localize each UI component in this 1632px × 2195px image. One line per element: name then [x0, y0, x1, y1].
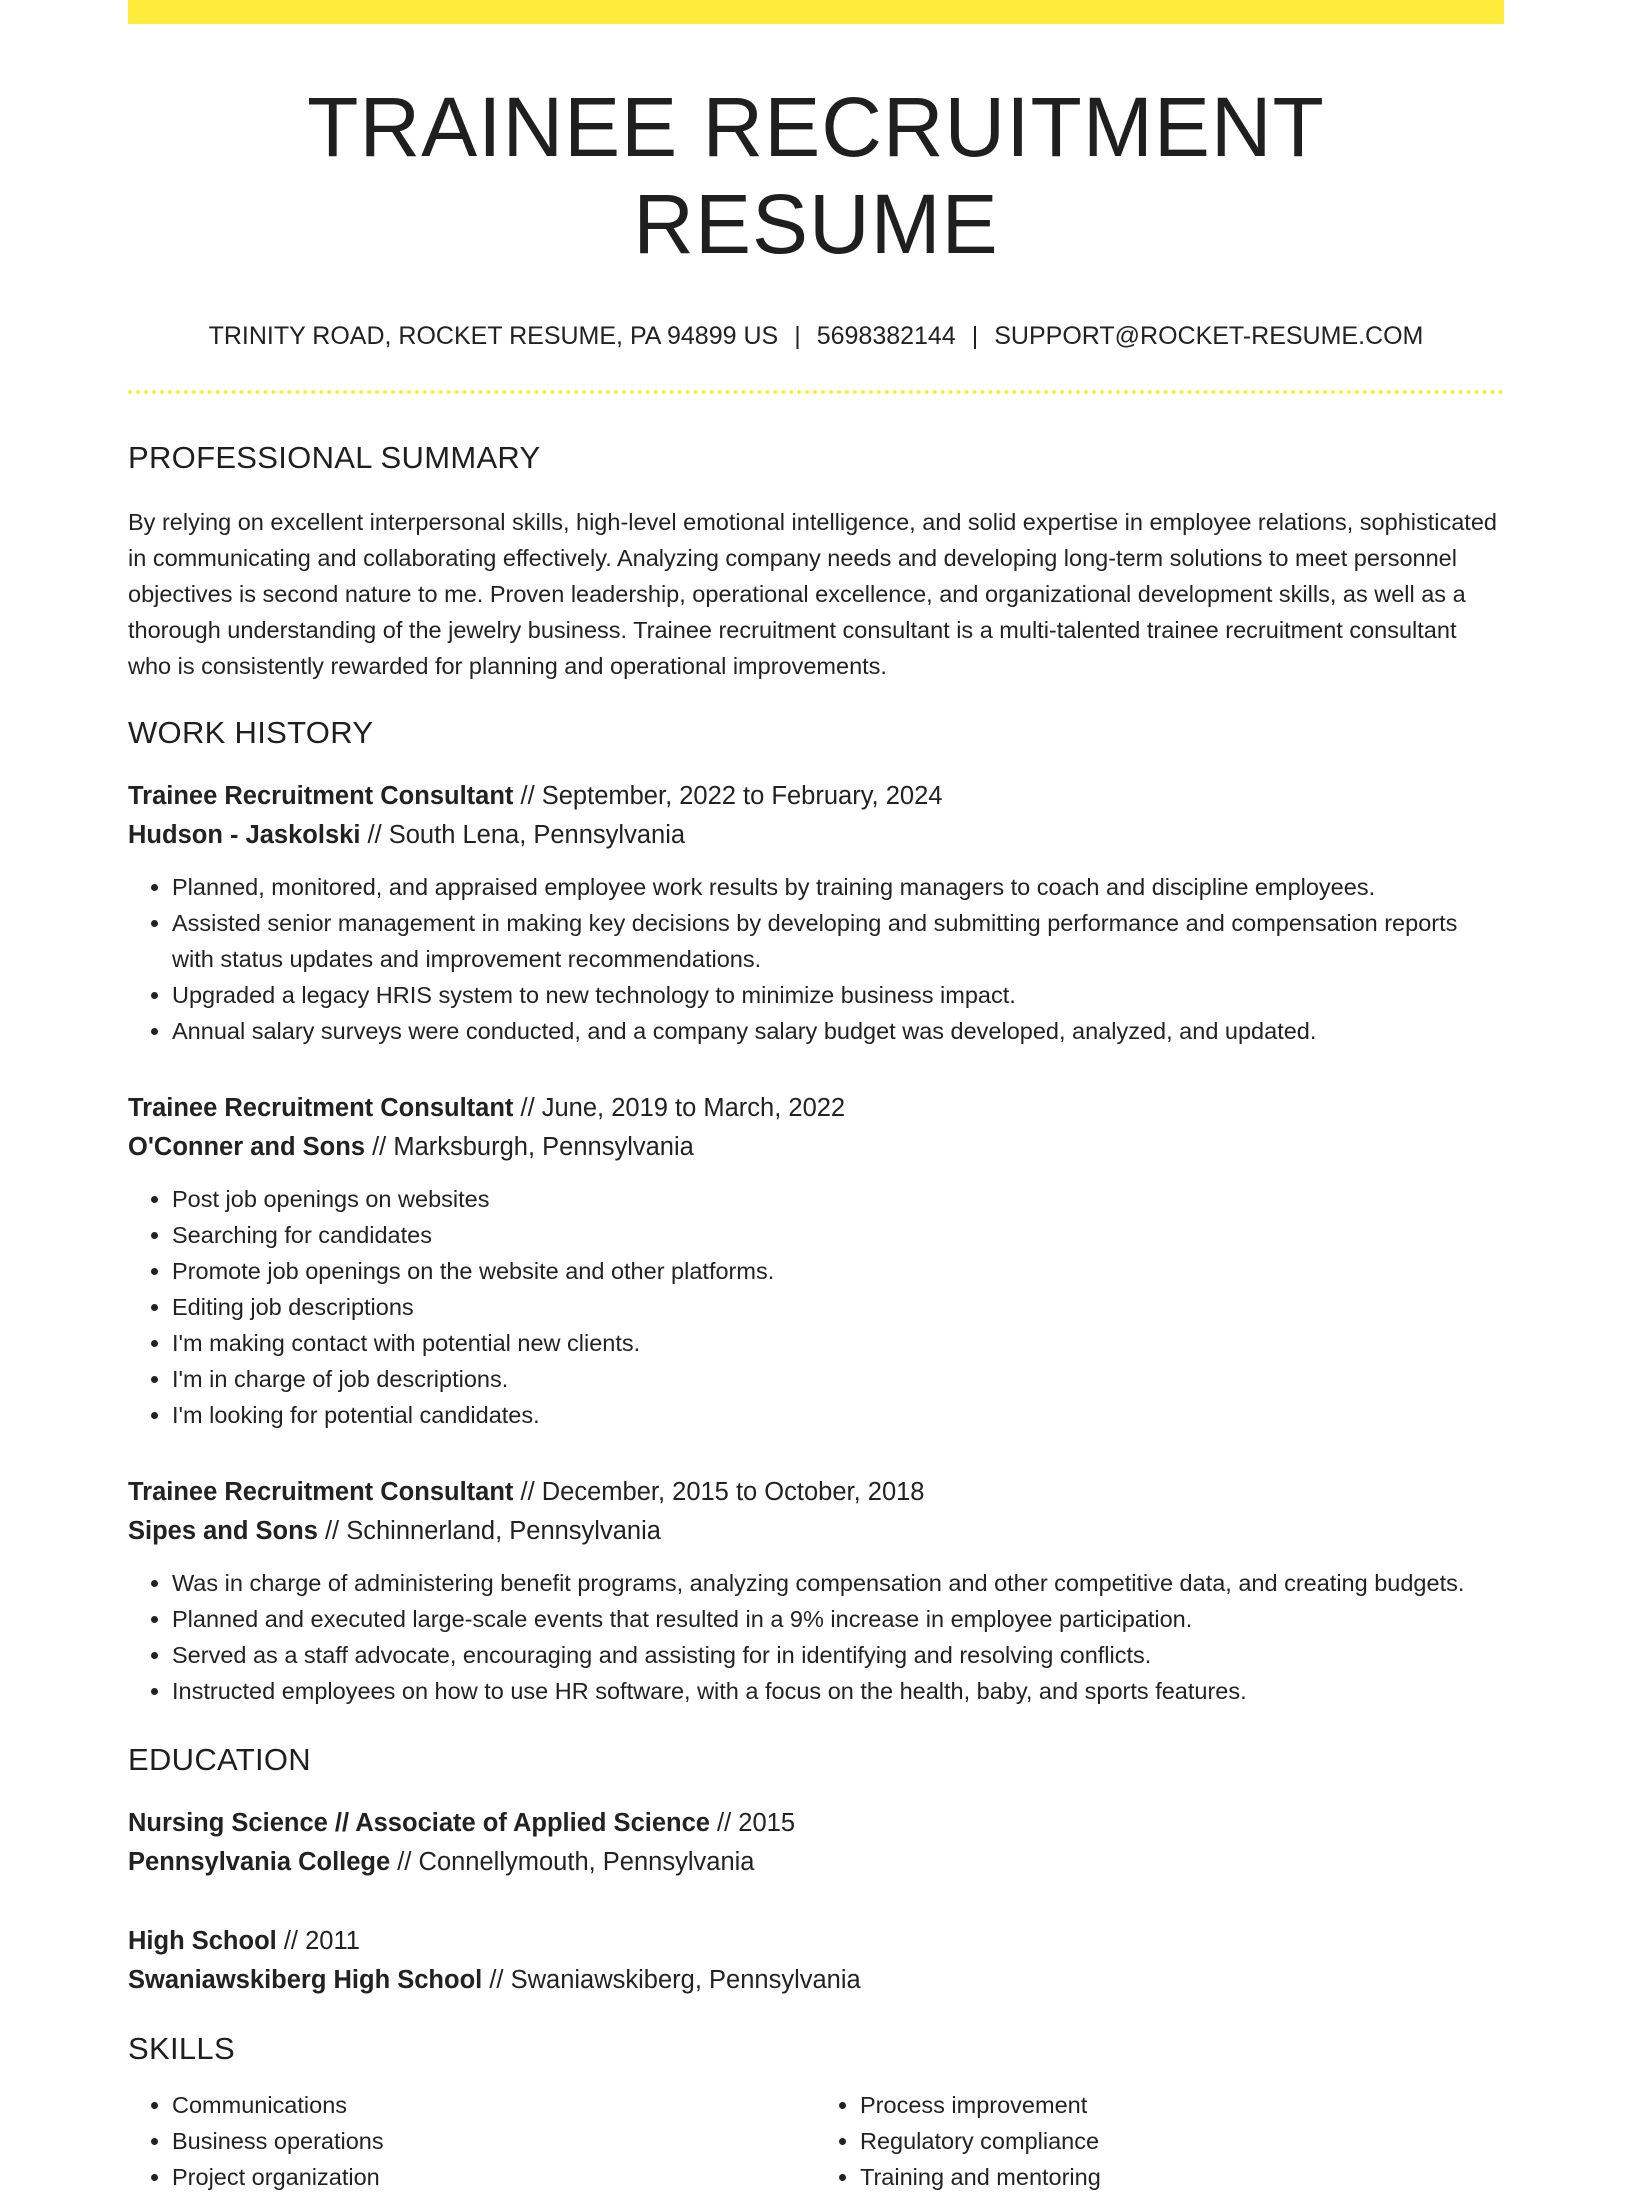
skills-heading: SKILLS — [128, 2031, 235, 2067]
job-bullets — [128, 869, 1504, 1049]
skills-list — [128, 2087, 1504, 2195]
resume-content — [128, 0, 1504, 2195]
job-entry — [128, 1473, 1504, 1709]
education-year: // 2011 — [276, 1927, 360, 1956]
job-bullet: • Planned and executed large-scale events that resulted in a 9% increase in employee participation. — [172, 1601, 1504, 1637]
education-entry — [128, 1804, 1504, 1882]
job-bullet: • Searching for candidates — [172, 1217, 1504, 1253]
job-company: O'Conner and Sons — [128, 1133, 365, 1162]
contact-line — [128, 320, 1504, 353]
job-title: Trainee Recruitment Consultant — [128, 1094, 514, 1123]
job-entry — [128, 777, 1504, 1049]
job-bullets — [128, 1565, 1504, 1709]
education-location: // Connellymouth, Pennsylvania — [390, 1848, 755, 1877]
top-accent-bar — [128, 0, 1504, 24]
job-title: Trainee Recruitment Consultant — [128, 1478, 514, 1507]
job-bullet: • Editing job descriptions — [172, 1289, 1504, 1325]
job-bullet: • I'm looking for potential candidates. — [172, 1397, 1504, 1433]
job-bullet: • I'm making contact with potential new clients. — [172, 1325, 1504, 1361]
job-bullet: • Assisted senior management in making key decisions by developing and submitting performance and compensation reports with status updates and improvement recommendations. — [172, 905, 1504, 977]
skill-item: • Communications — [172, 2087, 816, 2123]
job-bullet: • Annual salary surveys were conducted, and a company salary budget was developed, analyzed, and updated. — [172, 1013, 1504, 1049]
education-heading: EDUCATION — [128, 1742, 311, 1778]
skill-item: • Training and mentoring — [860, 2159, 1504, 2195]
contact-separator: | — [794, 322, 801, 351]
resume-title: TRAINEE RECRUITMENT RESUME — [307, 80, 1325, 271]
job-entry — [128, 1089, 1504, 1433]
job-bullet: • Upgraded a legacy HRIS system to new technology to minimize business impact. — [172, 977, 1504, 1013]
summary-heading: PROFESSIONAL SUMMARY — [128, 439, 541, 475]
job-title-line — [128, 1473, 1504, 1512]
job-bullet: • Promote job openings on the website and other platforms. — [172, 1253, 1504, 1289]
education-school: Swaniawskiberg High School — [128, 1966, 483, 1995]
education-degree: High School — [128, 1927, 277, 1956]
job-bullet: • Planned, monitored, and appraised employee work results by training managers to coach and discipline employees. — [172, 869, 1504, 905]
education-entry — [128, 1922, 1504, 2000]
job-dates: // September, 2022 to February, 2024 — [513, 782, 943, 811]
education-school-line — [128, 1961, 1504, 2000]
job-company: Sipes and Sons — [128, 1517, 318, 1546]
job-bullet: • Was in charge of administering benefit programs, analyzing compensation and other competitive data, and creating budgets. — [172, 1565, 1504, 1601]
education-location: // Swaniawskiberg, Pennsylvania — [482, 1966, 861, 1995]
job-title-line — [128, 777, 1504, 816]
skill-item: • Project organization — [172, 2159, 816, 2195]
job-dates: // December, 2015 to October, 2018 — [513, 1478, 925, 1507]
job-title: Trainee Recruitment Consultant — [128, 782, 514, 811]
contact-phone: 5698382144 — [816, 322, 956, 351]
education-degree: Nursing Science // Associate of Applied Science — [128, 1809, 710, 1838]
job-bullet: • Post job openings on websites — [172, 1181, 1504, 1217]
dotted-divider — [128, 390, 1504, 394]
job-title-line — [128, 1089, 1504, 1128]
job-company-line — [128, 1512, 1504, 1551]
education-degree-line — [128, 1804, 1504, 1843]
education-degree-line — [128, 1922, 1504, 1961]
summary-text: By relying on excellent interpersonal skills, high-level emotional intelligence, and solid expertise in employee relations, sophisticated in communicating and collaborating effectively. Analyzing company needs and developing long-term solutions to meet personnel objectives is second nature to me. Proven leadership, operational excellence, and organizational development skills, as well as a thorough understanding of the jewelry business. Trainee recruitment consultant is a multi-talented trainee recruitment consultant who is consistently rewarded for planning and operational improvements. — [128, 508, 1497, 679]
job-location: // Marksburgh, Pennsylvania — [365, 1133, 694, 1162]
skill-item: • Regulatory compliance — [860, 2123, 1504, 2159]
job-company-line — [128, 816, 1504, 855]
job-location: // Schinnerland, Pennsylvania — [317, 1517, 661, 1546]
job-bullet: • Served as a staff advocate, encouraging and assisting for in identifying and resolving conflicts. — [172, 1637, 1504, 1673]
skill-item: • Process improvement — [860, 2087, 1504, 2123]
work-history-heading: WORK HISTORY — [128, 714, 374, 750]
skills-column-right — [816, 2087, 1504, 2195]
skill-item: • Business operations — [172, 2123, 816, 2159]
education-year: // 2015 — [709, 1809, 796, 1838]
job-location: // South Lena, Pennsylvania — [360, 821, 686, 850]
education-school: Pennsylvania College — [128, 1848, 391, 1877]
job-bullet: • Instructed employees on how to use HR software, with a focus on the health, baby, and sports features. — [172, 1673, 1504, 1709]
contact-separator: | — [971, 322, 979, 351]
job-company: Hudson - Jaskolski — [128, 821, 361, 850]
contact-email: SUPPORT@ROCKET-RESUME.COM — [994, 322, 1424, 351]
contact-address: TRINITY ROAD, ROCKET RESUME, PA 94899 US — [208, 322, 779, 351]
job-company-line — [128, 1128, 1504, 1167]
job-bullet: • I'm in charge of job descriptions. — [172, 1361, 1504, 1397]
education-school-line — [128, 1843, 1504, 1882]
job-dates: // June, 2019 to March, 2022 — [513, 1094, 846, 1123]
skills-column-left — [128, 2087, 816, 2195]
job-bullets — [128, 1181, 1504, 1433]
